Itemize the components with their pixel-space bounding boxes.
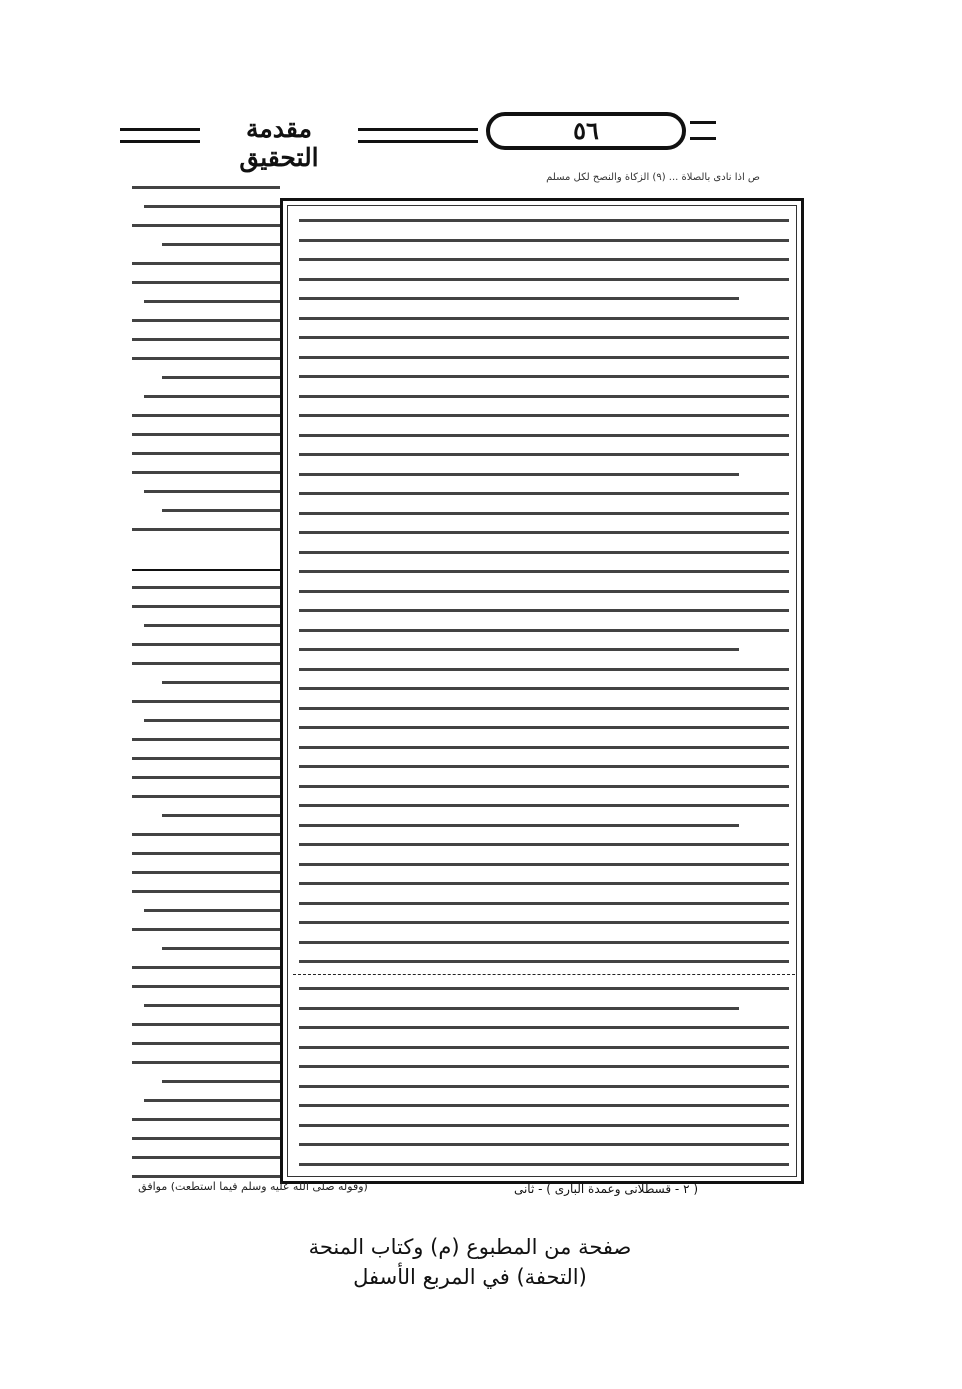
side-text-line bbox=[144, 909, 280, 912]
box-text-line bbox=[299, 512, 789, 515]
header-rule-left bbox=[120, 128, 200, 143]
box-text-line bbox=[299, 882, 789, 885]
box-text-line bbox=[299, 1026, 789, 1029]
side-text-line bbox=[144, 1099, 280, 1102]
box-text-line bbox=[299, 629, 789, 632]
side-text-line bbox=[132, 852, 280, 855]
side-text-line bbox=[132, 890, 280, 893]
page-caption bbox=[140, 1232, 800, 1292]
box-text-line bbox=[299, 590, 789, 593]
side-text-line bbox=[132, 1137, 280, 1140]
side-text-line bbox=[132, 186, 280, 189]
box-text-line bbox=[299, 765, 789, 768]
side-text-line bbox=[132, 738, 280, 741]
side-separator bbox=[132, 569, 280, 571]
side-text-line bbox=[132, 757, 280, 760]
side-text-line bbox=[132, 776, 280, 779]
side-text-line bbox=[132, 605, 280, 608]
side-text-line bbox=[132, 414, 280, 417]
box-text-line bbox=[299, 551, 789, 554]
side-text-line bbox=[162, 947, 280, 950]
box-text-line bbox=[299, 804, 789, 807]
side-column bbox=[132, 186, 280, 1206]
box-text-line bbox=[299, 473, 739, 476]
side-text-line bbox=[132, 1175, 280, 1178]
side-text-line bbox=[132, 319, 280, 322]
box-text-line bbox=[299, 941, 789, 944]
box-text-line bbox=[299, 668, 789, 671]
side-text-line bbox=[132, 985, 280, 988]
side-text-line bbox=[132, 833, 280, 836]
side-text-line bbox=[144, 205, 280, 208]
box-text-line bbox=[299, 648, 739, 651]
box-text-line bbox=[299, 863, 789, 866]
box-text-line bbox=[299, 395, 789, 398]
box-text-line bbox=[299, 1085, 789, 1088]
box-text-line bbox=[299, 902, 789, 905]
box-text-line bbox=[299, 434, 789, 437]
side-text-line bbox=[132, 1042, 280, 1045]
side-text-line bbox=[132, 528, 280, 531]
box-text-line bbox=[299, 746, 789, 749]
side-text-line bbox=[132, 452, 280, 455]
side-text-line bbox=[162, 243, 280, 246]
scanned-page bbox=[120, 166, 840, 1216]
side-text-line bbox=[132, 357, 280, 360]
box-text-line bbox=[299, 258, 789, 261]
side-text-line bbox=[132, 262, 280, 265]
side-text-line bbox=[162, 814, 280, 817]
box-text-line bbox=[299, 375, 789, 378]
side-text-line bbox=[132, 471, 280, 474]
main-text-box bbox=[280, 198, 804, 1184]
page-number-badge bbox=[486, 112, 686, 150]
box-text-line bbox=[299, 336, 789, 339]
side-text-line bbox=[144, 1004, 280, 1007]
side-text-line bbox=[144, 624, 280, 627]
side-text-line bbox=[162, 376, 280, 379]
header-title: مقدمة التحقيق bbox=[239, 114, 319, 172]
side-text-line bbox=[144, 490, 280, 493]
box-text-line bbox=[299, 824, 739, 827]
side-text-line bbox=[132, 795, 280, 798]
box-text-line bbox=[299, 239, 789, 242]
side-text-line bbox=[144, 300, 280, 303]
box-text-line bbox=[299, 960, 789, 963]
header-rule-middle bbox=[358, 128, 478, 143]
box-text-line bbox=[299, 609, 789, 612]
side-text-line bbox=[132, 281, 280, 284]
side-text-line bbox=[132, 1061, 280, 1064]
box-text-line bbox=[299, 297, 739, 300]
side-text-line bbox=[132, 586, 280, 589]
side-text-line bbox=[162, 681, 280, 684]
side-text-line bbox=[132, 966, 280, 969]
box-text-line bbox=[299, 707, 789, 710]
side-text-line bbox=[132, 338, 280, 341]
side-bottom-text: (وقوله صلى الله عليه وسلم فيما استطعت) موافق bbox=[138, 1180, 368, 1193]
box-text-line bbox=[299, 1143, 789, 1146]
box-text-line bbox=[299, 1124, 789, 1127]
box-text-line bbox=[299, 726, 789, 729]
box-text-line bbox=[299, 492, 789, 495]
box-text-line bbox=[299, 785, 789, 788]
side-text-line bbox=[162, 1080, 280, 1083]
box-text-line bbox=[299, 1007, 739, 1010]
side-text-line bbox=[132, 433, 280, 436]
side-text-line bbox=[132, 1156, 280, 1159]
side-text-line bbox=[162, 509, 280, 512]
box-text-line bbox=[299, 843, 789, 846]
side-text-line bbox=[132, 871, 280, 874]
side-text-line bbox=[144, 719, 280, 722]
top-text-line: ص اذا نادى بالصلاة ... (٩) الزكاة والنصح لكل مسلم bbox=[546, 172, 760, 183]
side-text-line bbox=[132, 928, 280, 931]
box-text-line bbox=[299, 1104, 789, 1107]
box-text-line bbox=[299, 1163, 789, 1166]
caption-line-1: صفحة من المطبوع (م) وكتاب المنحة bbox=[308, 1235, 632, 1259]
box-text-line bbox=[299, 219, 789, 222]
side-text-line bbox=[132, 700, 280, 703]
side-text-line bbox=[144, 395, 280, 398]
box-text-line bbox=[299, 278, 789, 281]
box-text-line bbox=[299, 531, 789, 534]
side-text-line bbox=[132, 662, 280, 665]
box-text-line bbox=[299, 687, 789, 690]
box-footnote-separator bbox=[293, 974, 795, 975]
side-text-line bbox=[132, 224, 280, 227]
header-rule-right bbox=[690, 121, 716, 140]
side-text-line bbox=[132, 643, 280, 646]
box-text-line bbox=[299, 1065, 789, 1068]
box-footnote: ( ٢ - قسطلانى وعمدة البارى ) - ثانى bbox=[513, 1182, 699, 1196]
box-text-line bbox=[299, 356, 789, 359]
side-text-line bbox=[132, 1118, 280, 1121]
box-text-line bbox=[299, 921, 789, 924]
page-number: ٥٦ bbox=[573, 116, 599, 145]
box-text-line bbox=[299, 414, 789, 417]
box-text-line bbox=[299, 317, 789, 320]
side-text-line bbox=[132, 1023, 280, 1026]
box-text-line bbox=[299, 453, 789, 456]
box-text-line bbox=[299, 1046, 789, 1049]
caption-line-2: (التحفة) في المربع الأسفل bbox=[353, 1265, 587, 1289]
box-text-line bbox=[299, 570, 789, 573]
page-header bbox=[120, 112, 820, 172]
box-text-line bbox=[299, 987, 789, 990]
